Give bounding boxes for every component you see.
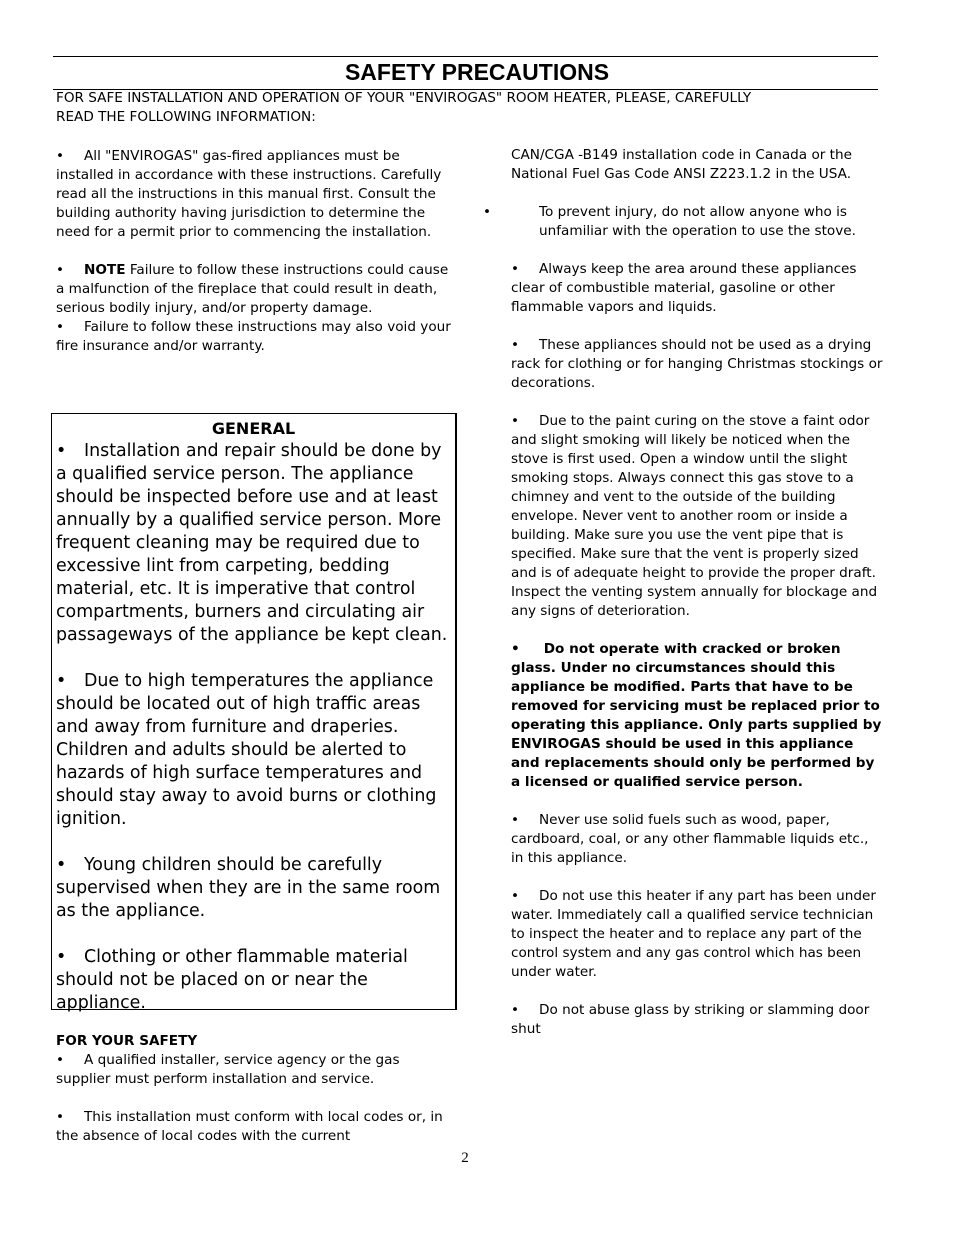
bullet-icon: • [56, 855, 67, 875]
general-item [56, 946, 451, 1015]
bullet-icon: • [56, 148, 65, 164]
note-text: Failure to follow these instructions could cause a malfunction of the fireplace that could result in death, serious bodily injury, and/or property damage. [56, 262, 449, 316]
list-item-text: Do not abuse glass by striking or slamming door shut [511, 1002, 870, 1037]
bullet-icon: • [56, 441, 67, 461]
list-item-warning [511, 640, 883, 792]
list-item [511, 412, 883, 621]
list-item-text: All "ENVIROGAS" gas-fired appliances must be installed in accordance with these instructions. Carefully read all the instructions in this manual first. Consult the building authority having jurisdiction to determine the need for a permit prior to commencing the installation. [56, 148, 442, 240]
note-item [56, 261, 456, 318]
general-item-text: Clothing or other flammable material should not be placed on or near the appliance. [56, 947, 408, 1013]
page-number: 2 [461, 1150, 469, 1166]
intro-text: FOR SAFE INSTALLATION AND OPERATION OF YOUR "ENVIROGAS" ROOM HEATER, PLEASE, CAREFULLY READ THE FOLLOWING INFORMATION: [56, 90, 752, 125]
list-item [56, 1108, 456, 1146]
list-item-text: Do not use this heater if any part has been under water. Immediately call a qualified service technician to inspect the heater and to replace any part of the control system and any gas control which has been under water. [511, 888, 876, 980]
list-item-text: This installation must conform with local codes or, in the absence of local codes with the current [56, 1109, 443, 1144]
general-item-text: Young children should be carefully supervised when they are in the same room as the appliance. [56, 855, 441, 921]
for-your-safety-section [56, 1031, 456, 1146]
list-item [483, 203, 883, 241]
general-item [56, 440, 451, 647]
list-item [56, 318, 456, 356]
bullet-icon: • [511, 261, 520, 277]
bullet-icon: • [511, 641, 520, 657]
bullet-icon: • [511, 812, 520, 828]
list-item [511, 1001, 883, 1039]
list-item-text: These appliances should not be used as a drying rack for clothing or for hanging Christmas stockings or decorations. [511, 337, 883, 391]
general-item-text: Due to high temperatures the appliance should be located out of high traffic areas and away from furniture and draperies. Children and adults should be alerted to hazards of high surface temperatures and should stay away to avoid burns or clothing ignition. [56, 671, 437, 829]
general-item [56, 670, 451, 831]
bullet-icon: • [56, 1109, 65, 1125]
note-label: NOTE [84, 262, 126, 278]
bullet-icon: • [56, 947, 67, 967]
bullet-icon: • [483, 204, 492, 220]
list-item-text: Due to the paint curing on the stove a faint odor and slight smoking will likely be noticed when the stove is first used. Open a window until the slight smoking stops. Always connect this gas stove to a chimney and vent to the outside of the building envelope. Never vent to another room or inside a building. Make sure you use the vent pipe that is specified. Make sure that the vent is properly sized and is of adequate height to provide the proper draft. Inspect the venting system annually for blockage and any signs of deterioration. [511, 413, 878, 619]
list-item-text: To prevent injury, do not allow anyone who is unfamiliar with the operation to use the stove. [539, 204, 856, 239]
bullet-icon: • [56, 262, 65, 278]
bullet-icon: • [511, 888, 520, 904]
list-item [511, 336, 883, 393]
bullet-icon: • [56, 671, 67, 691]
list-item [511, 260, 883, 317]
general-box [51, 413, 457, 1013]
list-item-text: Do not operate with cracked or broken glass. Under no circumstances should this appliance be modified. Parts that have to be removed for servicing must be replaced prior to operating this appliance. Only parts supplied by ENVIROGAS should be used in this appliance and replacements should only be performed by a licensed or qualified service person. [511, 641, 882, 790]
bullet-icon: • [511, 337, 520, 353]
list-item-text: Never use solid fuels such as wood, paper, cardboard, coal, or any other flammable liquids etc., in this appliance. [511, 812, 869, 866]
list-item [56, 1051, 456, 1089]
list-item-text: Failure to follow these instructions may also void your fire insurance and/or warranty. [56, 319, 451, 354]
left-column [56, 147, 456, 375]
bullet-icon: • [56, 319, 65, 335]
continuation-text: CAN/CGA -B149 installation code in Canada or the National Fuel Gas Code ANSI Z223.1.2 in the USA. [511, 147, 852, 182]
right-column [483, 146, 883, 1058]
list-item-text: Always keep the area around these appliances clear of combustible material, gasoline or other flammable vapors and liquids. [511, 261, 857, 315]
for-your-safety-heading: FOR YOUR SAFETY [56, 1033, 198, 1049]
top-rule [53, 56, 878, 57]
page-title: SAFETY PRECAUTIONS [344, 59, 610, 85]
list-item-text: A qualified installer, service agency or the gas supplier must perform installation and service. [56, 1052, 400, 1087]
bullet-icon: • [511, 1002, 520, 1018]
bullet-icon: • [56, 1052, 65, 1068]
general-heading: GENERAL [211, 419, 296, 438]
list-item [511, 887, 883, 982]
list-item [56, 147, 456, 242]
list-item [511, 811, 883, 868]
general-item-text: Installation and repair should be done by a qualified service person. The appliance should be inspected before use and at least annually by a qualified service person. More frequent cleaning may be required due to excessive lint from carpeting, bedding material, etc. It is imperative that control compartments, burners and circulating air passageways of the appliance be kept clean. [56, 441, 448, 645]
bullet-icon: • [511, 413, 520, 429]
general-item [56, 854, 451, 923]
